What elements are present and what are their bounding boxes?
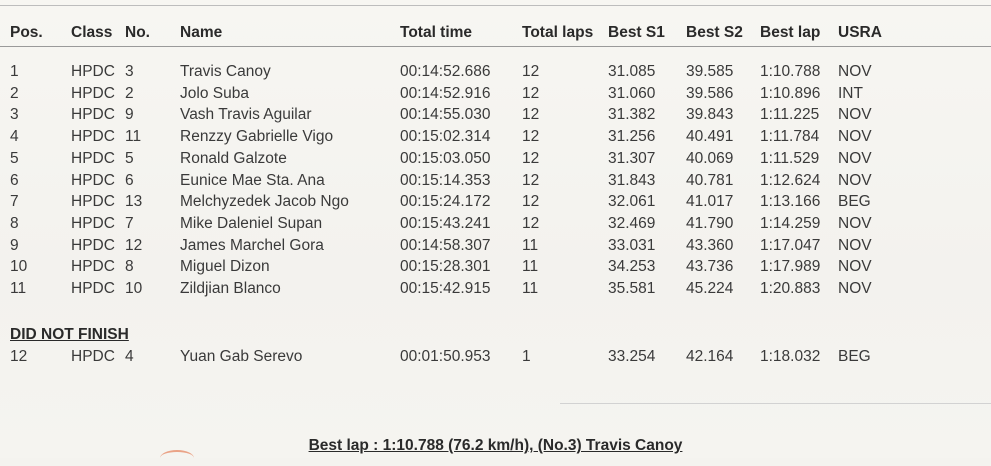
cell-pos: 11 (10, 280, 27, 297)
cell-class: HPDC (71, 348, 115, 365)
cell-best-s1: 35.581 (608, 280, 656, 297)
cell-pos: 12 (10, 348, 28, 365)
cell-usra: NOV (838, 106, 872, 124)
cell-usra: NOV (838, 128, 872, 146)
cell-class: HPDC (71, 214, 115, 232)
cell-total-time: 00:15:24.172 (400, 193, 491, 211)
cell-no: 8 (125, 258, 134, 276)
cell-class: HPDC (71, 258, 115, 276)
cell-class: HPDC (71, 236, 115, 254)
cell-total-time: 00:01:50.953 (400, 348, 491, 365)
cell-class: HPDC (71, 128, 115, 146)
cell-usra: NOV (838, 171, 872, 189)
cell-usra: BEG (838, 193, 871, 211)
stamp-mark (160, 450, 194, 466)
header-total-time: Total time (400, 24, 473, 41)
header-best-s1: Best S1 (608, 24, 665, 41)
cell-no: 13 (125, 193, 143, 211)
cell-no: 2 (125, 84, 134, 102)
cell-total-laps: 11 (522, 280, 539, 297)
cell-name: Zildjian Blanco (180, 280, 281, 297)
cell-best-s2: 41.017 (686, 193, 734, 211)
cell-total-laps: 12 (522, 149, 540, 167)
cell-usra: NOV (838, 258, 872, 276)
header-class: Class (71, 24, 113, 41)
cell-best-s1: 31.060 (608, 84, 656, 102)
cell-name: Jolo Suba (180, 84, 249, 102)
cell-pos: 6 (10, 171, 19, 189)
cell-total-laps: 12 (522, 128, 540, 146)
best-lap-summary: Best lap : 1:10.788 (76.2 km/h), (No.3) Travis Canoy (308, 437, 683, 454)
cell-total-time: 00:14:58.307 (400, 236, 491, 254)
cell-total-time: 00:15:03.050 (400, 149, 491, 167)
cell-best-lap: 1:13.166 (760, 193, 821, 211)
cell-name: Ronald Galzote (180, 149, 287, 167)
cell-no: 11 (125, 128, 142, 146)
cell-pos: 8 (10, 214, 19, 232)
cell-best-s2: 40.781 (686, 171, 734, 189)
cell-best-lap: 1:12.624 (760, 171, 821, 189)
cell-best-s2: 40.069 (686, 149, 734, 167)
cell-name: Miguel Dizon (180, 258, 270, 276)
cell-best-s1: 31.307 (608, 149, 656, 167)
cell-best-s2: 39.585 (686, 63, 734, 80)
cell-name: Melchyzedek Jacob Ngo (180, 193, 349, 211)
cell-best-lap: 1:10.788 (760, 63, 821, 80)
cell-total-laps: 11 (522, 236, 539, 254)
cell-best-s1: 32.061 (608, 193, 656, 211)
cell-total-time: 00:15:28.301 (400, 258, 491, 276)
cell-usra: NOV (838, 280, 872, 297)
cell-best-lap: 1:10.896 (760, 84, 821, 102)
cell-usra: NOV (838, 236, 872, 254)
cell-class: HPDC (71, 106, 115, 124)
cell-name: Mike Daleniel Supan (180, 214, 323, 232)
cell-name: James Marchel Gora (180, 236, 324, 254)
top-divider (0, 5, 991, 6)
cell-no: 4 (125, 348, 134, 365)
header-divider (0, 46, 991, 47)
cell-pos: 4 (10, 128, 19, 146)
cell-usra: NOV (838, 214, 872, 232)
header-best-s2: Best S2 (686, 24, 743, 41)
cell-pos: 7 (10, 193, 19, 211)
cell-best-s2: 39.843 (686, 106, 734, 124)
header-pos: Pos. (10, 24, 43, 41)
cell-total-laps: 12 (522, 84, 540, 102)
cell-best-s1: 32.469 (608, 214, 656, 232)
cell-best-s2: 41.790 (686, 214, 734, 232)
cell-pos: 3 (10, 106, 19, 124)
header-usra: USRA (838, 24, 882, 41)
dnf-heading: DID NOT FINISH (10, 326, 129, 343)
cell-class: HPDC (71, 63, 115, 80)
cell-total-laps: 12 (522, 214, 540, 232)
cell-best-lap: 1:17.047 (760, 236, 821, 254)
cell-no: 12 (125, 236, 143, 254)
cell-no: 7 (125, 214, 134, 232)
cell-total-time: 00:14:52.686 (400, 63, 491, 80)
cell-total-time: 00:14:55.030 (400, 106, 491, 124)
cell-class: HPDC (71, 149, 115, 167)
cell-no: 6 (125, 171, 134, 189)
cell-best-s2: 45.224 (686, 280, 734, 297)
cell-best-s2: 43.360 (686, 236, 734, 254)
cell-best-s2: 39.586 (686, 84, 734, 102)
cell-class: HPDC (71, 193, 115, 211)
cell-total-time: 00:14:52.916 (400, 84, 491, 102)
cell-best-s1: 31.843 (608, 171, 656, 189)
cell-pos: 9 (10, 236, 19, 254)
cell-best-s2: 42.164 (686, 348, 734, 365)
cell-total-laps: 11 (522, 258, 539, 276)
cell-total-time: 00:15:02.314 (400, 128, 491, 146)
cell-best-lap: 1:11.784 (760, 128, 820, 146)
cell-name: Eunice Mae Sta. Ana (180, 171, 325, 189)
cell-best-lap: 1:20.883 (760, 280, 821, 297)
cell-name: Vash Travis Aguilar (180, 106, 312, 124)
cell-pos: 10 (10, 258, 28, 276)
cell-name: Renzzy Gabrielle Vigo (180, 128, 334, 146)
cell-name: Travis Canoy (180, 63, 271, 80)
cell-total-laps: 12 (522, 193, 540, 211)
cell-best-s2: 43.736 (686, 258, 734, 276)
cell-best-s1: 34.253 (608, 258, 656, 276)
cell-total-time: 00:15:42.915 (400, 280, 491, 297)
cell-best-s2: 40.491 (686, 128, 734, 146)
cell-class: HPDC (71, 280, 115, 297)
cell-best-s1: 33.031 (608, 236, 656, 254)
cell-usra: BEG (838, 348, 871, 365)
cell-usra: NOV (838, 149, 872, 167)
cell-total-time: 00:15:43.241 (400, 214, 491, 232)
cell-best-s1: 33.254 (608, 348, 656, 365)
cell-no: 9 (125, 106, 134, 124)
cell-no: 3 (125, 63, 134, 80)
cell-total-laps: 1 (522, 348, 531, 365)
cell-total-laps: 12 (522, 171, 540, 189)
cell-pos: 5 (10, 149, 19, 167)
footer-divider (560, 403, 991, 404)
header-total-laps: Total laps (522, 24, 594, 41)
cell-total-laps: 12 (522, 63, 540, 80)
cell-pos: 1 (10, 63, 19, 80)
cell-pos: 2 (10, 84, 19, 102)
cell-name: Yuan Gab Serevo (180, 348, 303, 365)
cell-best-lap: 1:14.259 (760, 214, 821, 232)
cell-class: HPDC (71, 171, 115, 189)
cell-best-s1: 31.085 (608, 63, 656, 80)
cell-best-lap: 1:17.989 (760, 258, 821, 276)
header-name: Name (180, 24, 223, 41)
cell-best-s1: 31.256 (608, 128, 656, 146)
cell-class: HPDC (71, 84, 115, 102)
cell-best-lap: 1:18.032 (760, 348, 821, 365)
cell-best-lap: 1:11.225 (760, 106, 820, 124)
cell-total-time: 00:15:14.353 (400, 171, 491, 189)
cell-best-s1: 31.382 (608, 106, 656, 124)
header-best-lap: Best lap (760, 24, 821, 41)
cell-total-laps: 12 (522, 106, 540, 124)
header-no: No. (125, 24, 150, 41)
cell-usra: NOV (838, 63, 872, 80)
cell-best-lap: 1:11.529 (760, 149, 820, 167)
cell-no: 10 (125, 280, 143, 297)
cell-usra: INT (838, 84, 863, 102)
cell-no: 5 (125, 149, 134, 167)
